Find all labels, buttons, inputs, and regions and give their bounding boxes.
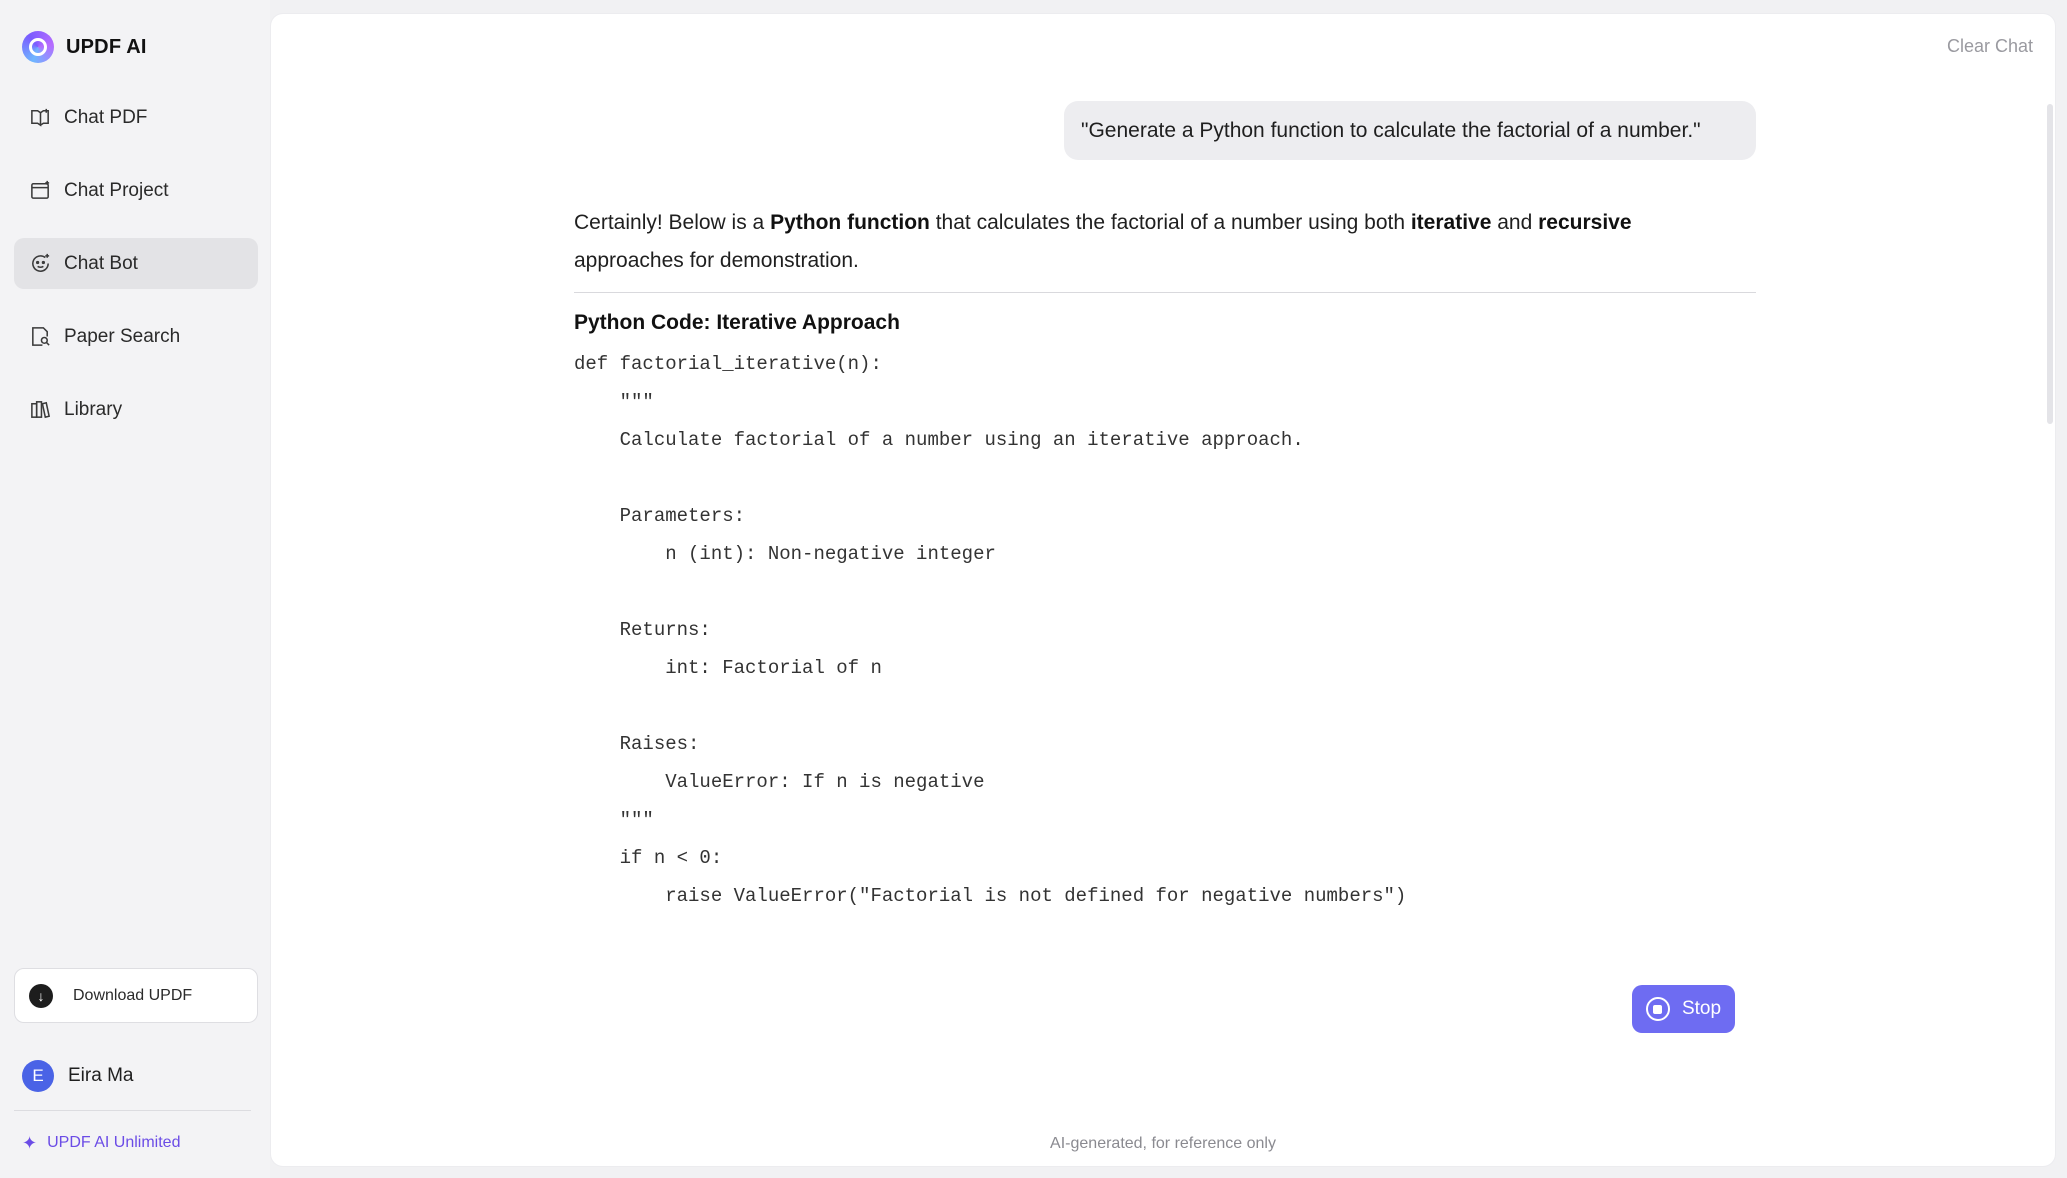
clear-chat-button[interactable]: Clear Chat xyxy=(1946,36,2033,56)
code-line: """ xyxy=(574,809,654,831)
sidebar-item-label: Chat Bot xyxy=(64,252,138,274)
brand[interactable] xyxy=(22,30,147,64)
answer-text: and xyxy=(1491,211,1539,234)
code-line xyxy=(574,573,1756,611)
code-line: n (int): Non-negative integer xyxy=(574,543,996,565)
code-line: Raises: xyxy=(574,733,700,755)
answer-divider xyxy=(574,292,1756,293)
answer-intro xyxy=(574,204,1756,280)
user-name: Eira Ma xyxy=(68,1065,134,1086)
sidebar-divider xyxy=(14,1110,251,1111)
code-line: """ xyxy=(574,391,654,413)
scrollbar-thumb[interactable] xyxy=(2047,104,2053,424)
download-label: Download UPDF xyxy=(73,986,193,1004)
sidebar-item-chat-pdf[interactable] xyxy=(14,92,258,143)
chat-bot-icon xyxy=(28,252,52,276)
answer-text: approaches for demonstration. xyxy=(574,249,859,272)
sidebar xyxy=(0,0,270,1178)
sidebar-item-label: Chat PDF xyxy=(64,106,148,128)
sidebar-item-chat-bot[interactable] xyxy=(14,238,258,289)
code-line: int: Factorial of n xyxy=(574,657,882,679)
library-icon xyxy=(28,398,52,422)
plan-label: UPDF AI Unlimited xyxy=(47,1134,181,1151)
code-line: Calculate factorial of a number using an iterative approach. xyxy=(574,429,1304,451)
sparkle-icon: ✦ xyxy=(22,1132,38,1153)
sidebar-item-label: Library xyxy=(64,398,123,420)
user-message-text: "Generate a Python function to calculate the factorial of a number." xyxy=(1081,118,1701,142)
answer-text: that calculates the factorial of a number using both xyxy=(929,211,1411,234)
download-icon: ↓ xyxy=(29,984,53,1008)
sidebar-item-paper-search[interactable] xyxy=(14,311,258,362)
stop-label: Stop xyxy=(1681,998,1722,1019)
sidebar-item-library[interactable] xyxy=(14,384,258,435)
paper-search-icon xyxy=(28,325,52,349)
sidebar-item-label: Chat Project xyxy=(64,179,169,201)
sidebar-item-label: Paper Search xyxy=(64,325,181,347)
stop-generating-button[interactable] xyxy=(1632,985,1735,1033)
code-block xyxy=(574,345,1756,907)
user-profile[interactable] xyxy=(22,1059,133,1093)
code-line: Returns: xyxy=(574,619,711,641)
chat-pdf-icon xyxy=(28,106,52,130)
sidebar-nav xyxy=(14,92,258,457)
chat-panel xyxy=(271,14,2055,1166)
answer-heading: Python Code: Iterative Approach xyxy=(574,311,900,334)
code-line: if n < 0: xyxy=(574,847,723,869)
answer-text: Certainly! Below is a xyxy=(574,211,771,234)
sidebar-item-chat-project[interactable] xyxy=(14,165,258,216)
chat-project-icon xyxy=(28,179,52,203)
updf-ai-logo-icon xyxy=(22,31,54,63)
answer-bold-text: recursive xyxy=(1538,211,1632,234)
code-line: Parameters: xyxy=(574,505,746,527)
code-line xyxy=(574,687,1756,725)
code-line: def factorial_iterative(n): xyxy=(574,353,882,375)
user-message-bubble xyxy=(1064,101,1756,160)
stop-icon xyxy=(1646,997,1670,1021)
ai-disclaimer: AI-generated, for reference only xyxy=(1050,1135,1276,1152)
chat-scrollbar[interactable] xyxy=(2045,104,2055,424)
answer-bold-text: Python function xyxy=(770,211,930,234)
code-line: raise ValueError("Factorial is not defined for negative numbers") xyxy=(574,885,1407,907)
download-updf-button[interactable] xyxy=(14,968,258,1023)
assistant-answer xyxy=(574,204,1756,907)
code-line xyxy=(574,459,1756,497)
answer-bold-text: iterative xyxy=(1410,211,1492,234)
plan-link[interactable] xyxy=(22,1132,180,1154)
code-line: ValueError: If n is negative xyxy=(574,771,985,793)
brand-name: UPDF AI xyxy=(66,35,147,58)
avatar: E xyxy=(22,1060,54,1092)
